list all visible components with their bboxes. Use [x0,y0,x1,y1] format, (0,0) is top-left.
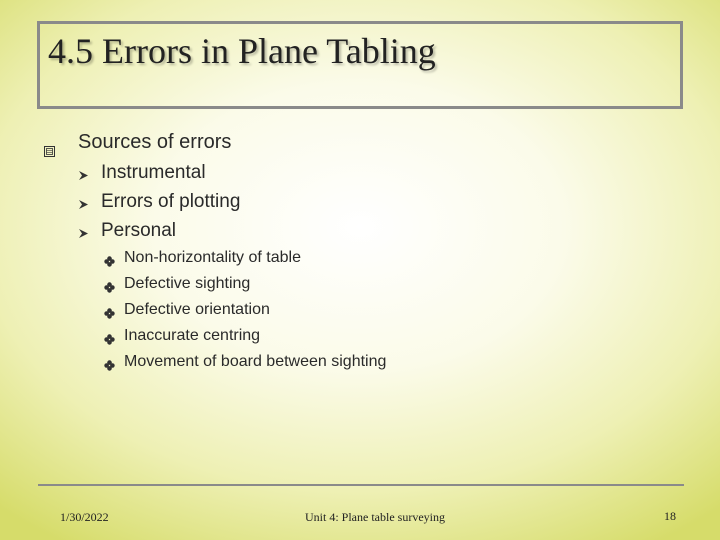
square-box-bullet-icon [44,146,55,157]
diamond-bullet-icon [104,334,115,345]
footer-divider [38,484,684,486]
list-item-label: Non-horizontality of table [124,249,301,266]
arrowhead-bullet-icon [78,228,89,239]
list-item-label: Instrumental [101,162,206,183]
list-item [0,160,400,189]
diamond-bullet-icon [104,256,115,267]
list-item [0,326,500,352]
list-item-label: Defective orientation [124,301,270,318]
diamond-bullet-icon [104,308,115,319]
diamond-bullet-icon [104,360,115,371]
section-heading: Sources of errors [78,131,232,153]
list-item [0,300,500,326]
list-item [0,274,500,300]
footer-date: 1/30/2022 [60,510,109,524]
title-box [37,21,683,109]
list-item-label: Inaccurate centring [124,327,261,344]
arrowhead-bullet-icon [78,199,89,210]
arrowhead-bullet-icon [78,170,89,181]
list-item [0,352,500,378]
list-item-label: Personal [101,220,176,241]
list-item [0,218,400,247]
footer-unit: Unit 4: Plane table surveying [305,510,445,524]
list-item [0,248,500,274]
page-title: 4.5 Errors in Plane Tabling [48,31,436,71]
list-item [0,189,400,218]
diamond-bullet-icon [104,282,115,293]
list-item-label: Defective sighting [124,275,251,292]
list-item-label: Errors of plotting [101,191,241,212]
list-item-label: Movement of board between sighting [124,353,387,370]
footer-page-number: 18 [664,509,676,523]
